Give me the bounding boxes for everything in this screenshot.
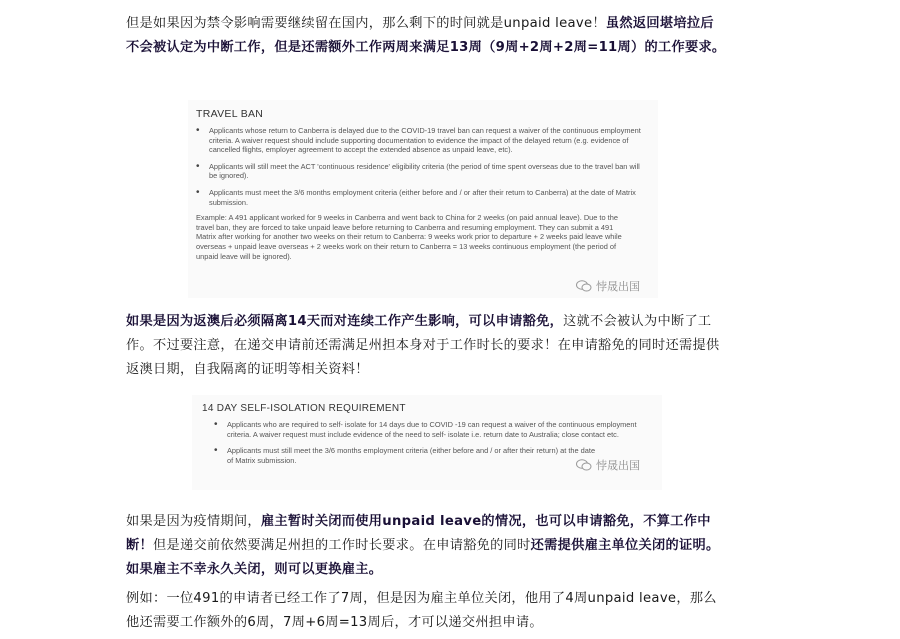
paragraph-bold-text: 虽然返回堪培拉后不会被认定为中断工作，但是还需额外工作两周来满足13周（9周+2周+2周=11周）的工作要求。: [126, 16, 726, 55]
travel-ban-example: Example: A 491 applicant worked for 9 weeks in Canberra and went back to China for 2 weeks (on paid annual leave). Due to the travel ban, they are forced to take unpaid leave before returning to Canberra and resuming employment. They can submit a 491 Matrix after working for another two weeks on their return to Canberra: 9 weeks work prior to departure + 2 weeks paid leave while overseas + unpaid leave overseas + 2 weeks work on their return to Canberra = 13 weeks continuous employment (the period of unpaid leave will be ignored).: [196, 213, 622, 261]
paragraph-text: 但是如果因为禁令影响需要继续留在国内，那么剩下的时间就是unpaid leave！: [126, 16, 606, 31]
paragraph-text: 这就不会被认为中断了工作。不过要注意，在递交申请前还需满足州担本身对于工作时长的要求！在申请豁免的同时还需提供返澳日期，自我隔离的证明等相关资料！: [126, 314, 720, 377]
list-item-text: Applicants who are required to self- isolate for 14 days due to COVID -19 can request a waiver of the continuous employment criteria. A waiver request must include evidence of the need to self- isolate i.e. return date to Australia; close contact etc.: [227, 420, 637, 439]
paragraph-text: 例如：一位491的申请者已经工作了7周，但是因为雇主单位关闭，他用了4周unpaid leave，那么他还需要工作额外的6周，7周+6周=13周后，才可以递交州担申请。: [126, 591, 717, 630]
bullet-icon: •: [196, 125, 200, 136]
watermark-text: 悖晟出国: [596, 459, 640, 472]
watermark-text: 悖晟出国: [596, 280, 640, 293]
list-item-text: Applicants must still meet the 3/6 months employment criteria (either before and / or after their return) at the date of Matrix submission.: [227, 446, 596, 465]
paragraph-employer-closure: [126, 510, 726, 582]
wechat-icon: [576, 459, 592, 471]
paragraph-self-isolation: [126, 310, 726, 382]
travel-ban-image: [188, 100, 658, 298]
travel-ban-title: TRAVEL BAN: [196, 108, 264, 120]
list-item: [196, 126, 646, 155]
bullet-icon: •: [196, 186, 200, 198]
bullet-icon: •: [196, 160, 200, 172]
paragraph-text: 如果是因为疫情期间，: [126, 514, 261, 529]
paragraph-travel-ban-intro: [126, 12, 726, 60]
isolation-title: 14 DAY SELF-ISOLATION REQUIREMENT: [202, 403, 406, 414]
paragraph-text: 但是递交前依然要满足州担的工作时长要求。在申请豁免的同时: [152, 538, 531, 553]
watermark: [576, 457, 640, 473]
bullet-icon: •: [214, 419, 218, 430]
list-item-text: Applicants whose return to Canberra is delayed due to the COVID-19 travel ban can request a waiver of the continuous employment criteria. A waiver request should include supporting documentation to evidence the impact of the delayed return (e.g. evidence of cancelled flights, employer agreement to accept the extended absence as unpaid leave, etc).: [209, 126, 641, 155]
paragraph-bold-text: 还需提供雇主单位关闭的证明。如果雇主不幸永久关闭，则可以更换雇主。: [126, 538, 720, 577]
list-item: [196, 162, 646, 181]
list-item-text: Applicants will still meet the ACT 'continuous residence' eligibility criteria (the period of time spent overseas due to the travel ban will be ignored).: [209, 161, 640, 181]
watermark: [576, 278, 640, 294]
wechat-icon: [576, 280, 592, 292]
list-item: [196, 188, 646, 207]
list-item: [214, 420, 642, 439]
list-item: [214, 446, 597, 465]
bullet-icon: •: [214, 445, 218, 457]
paragraph-example: [126, 587, 726, 635]
paragraph-bold-text: 如果是因为返澳后必须隔离14天而对连续工作产生影响，可以申请豁免，: [126, 314, 564, 329]
paragraph-bold-text: 雇主暂时关闭而使用unpaid leave的情况，也可以申请豁免，不算工作中断！: [126, 514, 711, 553]
isolation-image: [192, 395, 662, 490]
list-item-text: Applicants must meet the 3/6 months employment criteria (either before and / or after their return to Canberra) at the date of Matrix submission.: [209, 187, 636, 207]
